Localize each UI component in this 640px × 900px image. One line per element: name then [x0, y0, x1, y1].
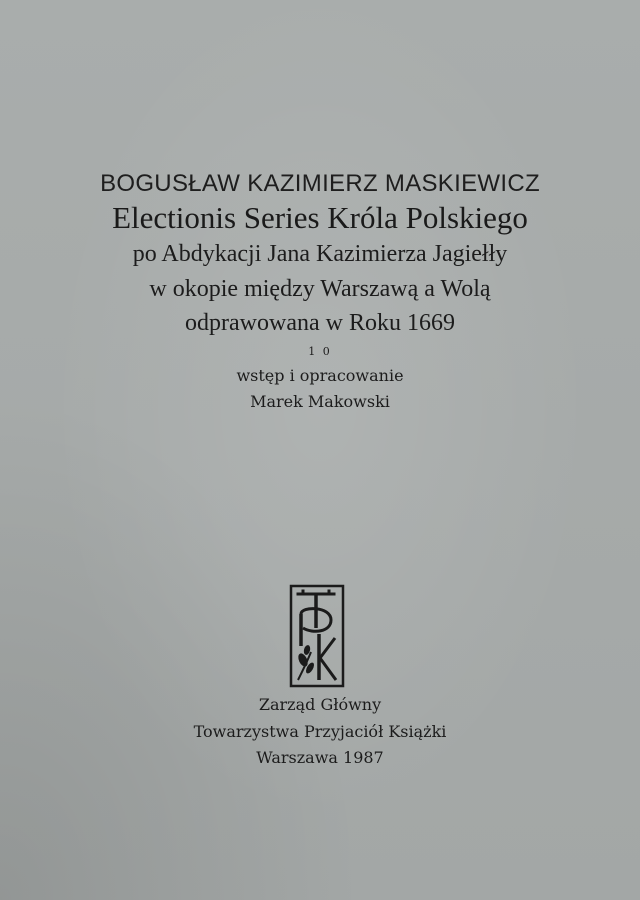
book-title-line-4: odprawowana w Roku 1669 — [185, 310, 455, 336]
publisher-line-3: Warszawa 1987 — [256, 748, 384, 767]
editor-name: Marek Makowski — [250, 392, 390, 411]
publisher-line-2: Towarzystwa Przyjaciół Książki — [193, 722, 447, 741]
introduction-credit: wstęp i opracowanie — [236, 366, 404, 385]
author-name: BOGUSŁAW KAZIMIERZ MASKIEWICZ — [100, 170, 540, 197]
book-title-line-1: Electionis Series Króla Polskiego — [112, 200, 528, 235]
tpk-monogram-icon — [289, 584, 345, 688]
series-number: 1 0 — [308, 345, 332, 358]
book-title-line-2: po Abdykacji Jana Kazimierza Jagiełły — [132, 241, 508, 267]
publisher-line-1: Zarząd Główny — [258, 695, 382, 714]
book-title-line-3: w okopie między Warszawą a Wolą — [149, 276, 491, 302]
